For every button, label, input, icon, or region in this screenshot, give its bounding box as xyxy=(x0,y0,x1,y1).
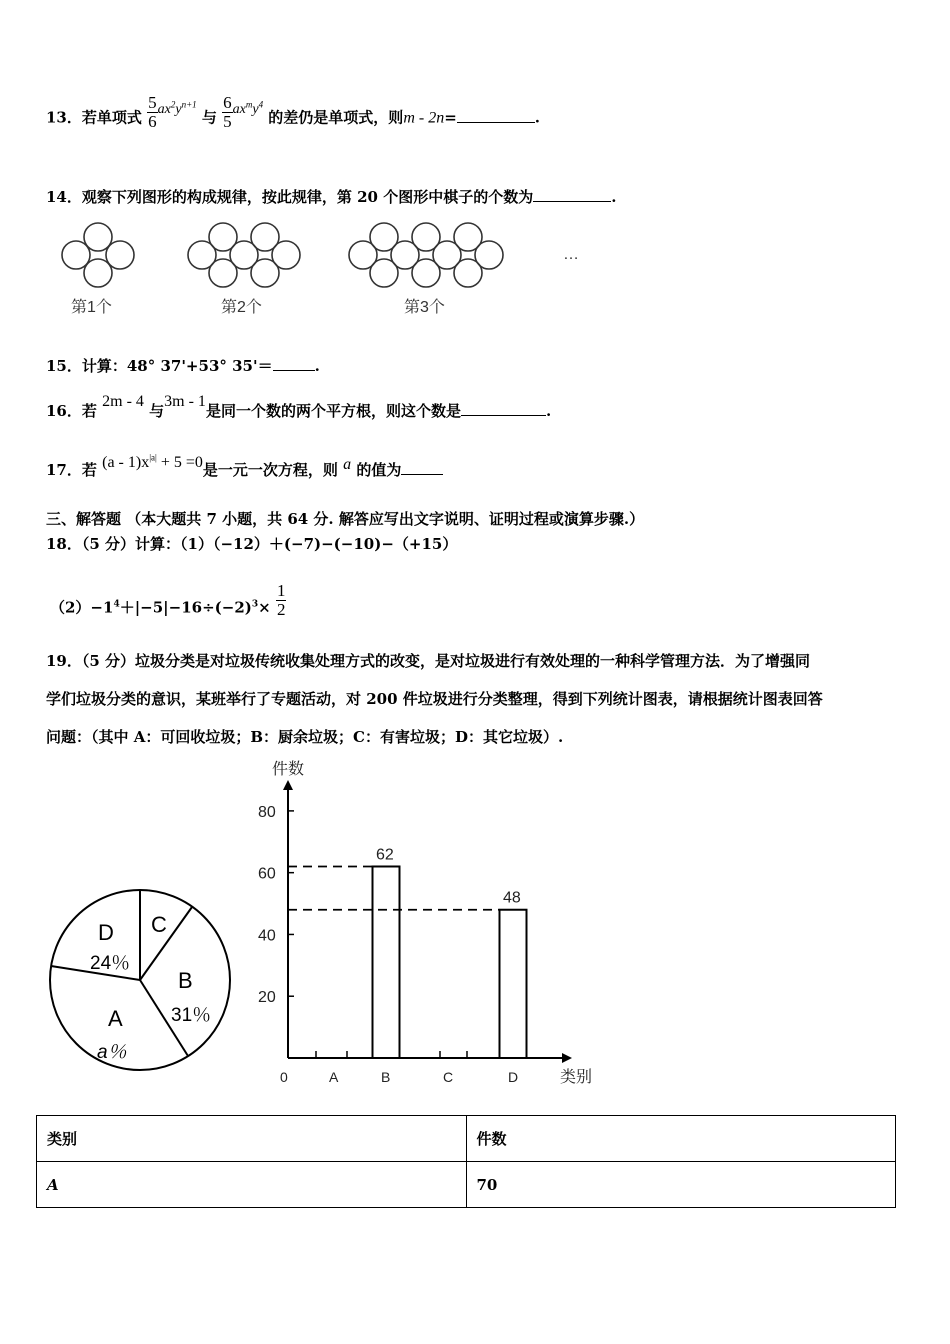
table-cell: A xyxy=(37,1162,467,1208)
fraction-5-6: $\frac{5}{6}$ xyxy=(148,93,157,131)
caption-1: 第1个 xyxy=(71,299,112,316)
y-tick-label: 40 xyxy=(258,927,276,945)
slice-label-a: A xyxy=(108,1006,123,1031)
question-19-line1: 19．（5 分）垃圾分类是对垃圾传统收集处理方式的改变，是对垃圾进行有效处理的一种科学管理方法．为了增强同 xyxy=(46,652,811,670)
question-14: 14．观察下列图形的构成规律，按此规律，第 20 个图形中棋子的个数为 . xyxy=(46,188,617,206)
origin-label: 0 xyxy=(280,1069,288,1085)
y-tick-label: 20 xyxy=(258,989,276,1007)
answer-blank xyxy=(457,122,535,123)
question-13: 13．若单项式 $\frac{5}{6}$ $ax^2y^{n+1}$ 与 $\frac{6}{5}$ $ax^my^4$ 的差仍是单项式，则m - 2n= . xyxy=(46,93,541,131)
bar-value-label: 48 xyxy=(503,889,521,907)
slice-label-c: C xyxy=(151,912,167,937)
section-3-title: 三、解答题 （本大题共 7 小题，共 64 分. 解答应写出文字说明、证明过程或演算步骤.） xyxy=(46,510,645,528)
answer-blank xyxy=(401,474,443,475)
bar-chart xyxy=(250,758,620,1088)
question-19-line3: 问题：（其中 A：可回收垃圾；B：厨余垃圾；C：有害垃圾；D：其它垃圾）. xyxy=(46,728,564,746)
ellipsis: … xyxy=(563,246,579,263)
question-18-part2: $(2)-1^4+|-5|-16\div(-2)^3\times$ $\frac{1}{2}$ xyxy=(50,581,286,619)
fraction-1-2: $\frac{1}{2}$ xyxy=(276,581,286,619)
table-header-row xyxy=(37,1116,896,1162)
slice-value-a: a％ xyxy=(97,1042,127,1063)
x-tick-label: A xyxy=(329,1069,339,1085)
answer-blank xyxy=(461,415,546,416)
x-tick-label: D xyxy=(508,1069,519,1085)
data-table xyxy=(36,1115,896,1208)
y-axis-title: 件数 xyxy=(272,761,305,778)
pattern-3 xyxy=(349,223,503,287)
slice-label-b: B xyxy=(178,968,193,993)
y-tick-label: 60 xyxy=(258,865,276,883)
pie-chart xyxy=(40,860,280,1100)
question-15: 15．计算：48° 37'+53° 35'＝ . xyxy=(46,357,320,375)
bar-d xyxy=(500,910,527,1058)
x-tick-label: C xyxy=(443,1069,454,1085)
answer-blank xyxy=(533,201,611,202)
bar-value-label: 62 xyxy=(376,846,394,864)
caption-2: 第2个 xyxy=(221,299,262,316)
caption-3: 第3个 xyxy=(404,299,445,316)
y-tick-label: 80 xyxy=(258,803,276,821)
x-axis-title: 类别 xyxy=(560,1069,593,1086)
question-18-part1: 18．（5 分）计算：（1）（−12）＋(−7)−(−10)−（+15） xyxy=(46,535,458,553)
slice-value-b: 31％ xyxy=(171,1005,212,1026)
table-row xyxy=(37,1162,896,1208)
y-axis-arrow xyxy=(283,780,293,790)
slice-label-d: D xyxy=(98,920,114,945)
chess-pattern-figure xyxy=(48,215,668,325)
question-19-line2: 学们垃圾分类的意识，某班举行了专题活动，对 200 件垃圾进行分类整理，得到下列统计图表，请根据统计图表回答 xyxy=(46,690,823,708)
pattern-2 xyxy=(188,223,300,287)
pattern-1 xyxy=(62,223,134,287)
table-cell: 70 xyxy=(466,1162,896,1208)
bar-b xyxy=(373,866,400,1058)
question-16: 16．若 2m - 4 与3m - 1是同一个数的两个平方根，则这个数是 . xyxy=(46,393,552,420)
x-tick-label: B xyxy=(381,1069,391,1085)
fraction-6-5: $\frac{6}{5}$ xyxy=(223,93,232,131)
table-header-cell: 类别 xyxy=(37,1116,467,1162)
table-header-cell: 件数 xyxy=(466,1116,896,1162)
question-17: 17．若 $(a - 1)x^{|a|} + 5 =0$是一元一次方程，则 a 的值为 xyxy=(46,459,443,480)
x-axis-arrow xyxy=(562,1053,572,1063)
slice-value-d: 24％ xyxy=(90,953,131,974)
answer-blank xyxy=(273,370,315,371)
